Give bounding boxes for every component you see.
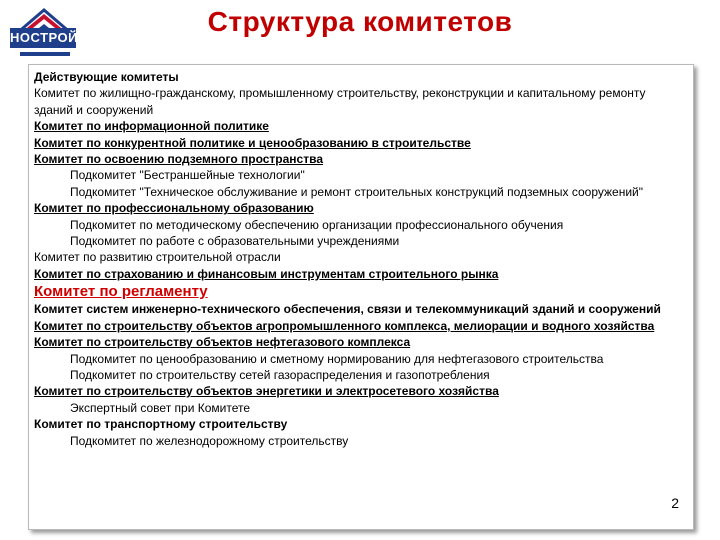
logo-text: НОСТРОЙ xyxy=(10,28,76,48)
subcommittee-item: Подкомитет по работе с образовательными учреждениями xyxy=(70,234,400,249)
committee-regulations-link[interactable]: Комитет по регламенту xyxy=(34,283,208,301)
committees-panel xyxy=(28,64,694,530)
committee-item[interactable]: Комитет по конкурентной политике и ценообразованию в строительстве xyxy=(34,135,471,150)
subcommittee-item: Подкомитет по ценообразованию и сметному нормированию для нефтегазового строительства xyxy=(70,351,604,366)
committee-item: Комитет систем инженерно-технического обеспечения, связи и телекоммуникаций зданий и сооружений xyxy=(34,302,661,317)
committee-item: Комитет по развитию строительной отрасли xyxy=(34,250,281,265)
committee-item[interactable]: Комитет по профессиональному образованию xyxy=(34,201,314,216)
committee-item: Комитет по транспортному строительству xyxy=(34,417,288,432)
subcommittee-item: Подкомитет по методическому обеспечению организации профессионального обучения xyxy=(70,217,564,232)
committee-item[interactable]: Комитет по страхованию и финансовым инструментам строительного рынка xyxy=(34,266,499,281)
subcommittee-item: Подкомитет по железнодорожному строительству xyxy=(70,433,349,448)
subcommittee-item: Экспертный совет при Комитете xyxy=(70,400,251,415)
subcommittee-item: Подкомитет по строительству сетей газораспределения и газопотребления xyxy=(70,367,490,382)
page-number: 2 xyxy=(671,495,679,511)
page-title: Структура комитетов xyxy=(207,6,513,37)
committee-item[interactable]: Комитет по строительству объектов агропромышленного комплекса, мелиорации и водного хозяйства xyxy=(34,318,655,333)
subcommittee-item: Подкомитет "Техническое обслуживание и ремонт строительных конструкций подземных сооружений" xyxy=(70,184,644,199)
subcommittee-item: Подкомитет "Бестраншейные технологии" xyxy=(70,168,305,183)
section-heading: Действующие комитеты xyxy=(34,70,179,84)
committee-item: Комитет по жилищно-гражданскому, промышленному строительству, реконструкции и капитальному ремонту зданий и сооружений xyxy=(34,86,646,117)
committee-item[interactable]: Комитет по освоению подземного пространства xyxy=(34,152,324,167)
committee-item[interactable]: Комитет по строительству объектов энергетики и электросетевого хозяйства xyxy=(34,384,499,399)
committee-item[interactable]: Комитет по информационной политике xyxy=(34,119,269,134)
committee-item[interactable]: Комитет по строительству объектов нефтегазового комплекса xyxy=(34,335,411,350)
